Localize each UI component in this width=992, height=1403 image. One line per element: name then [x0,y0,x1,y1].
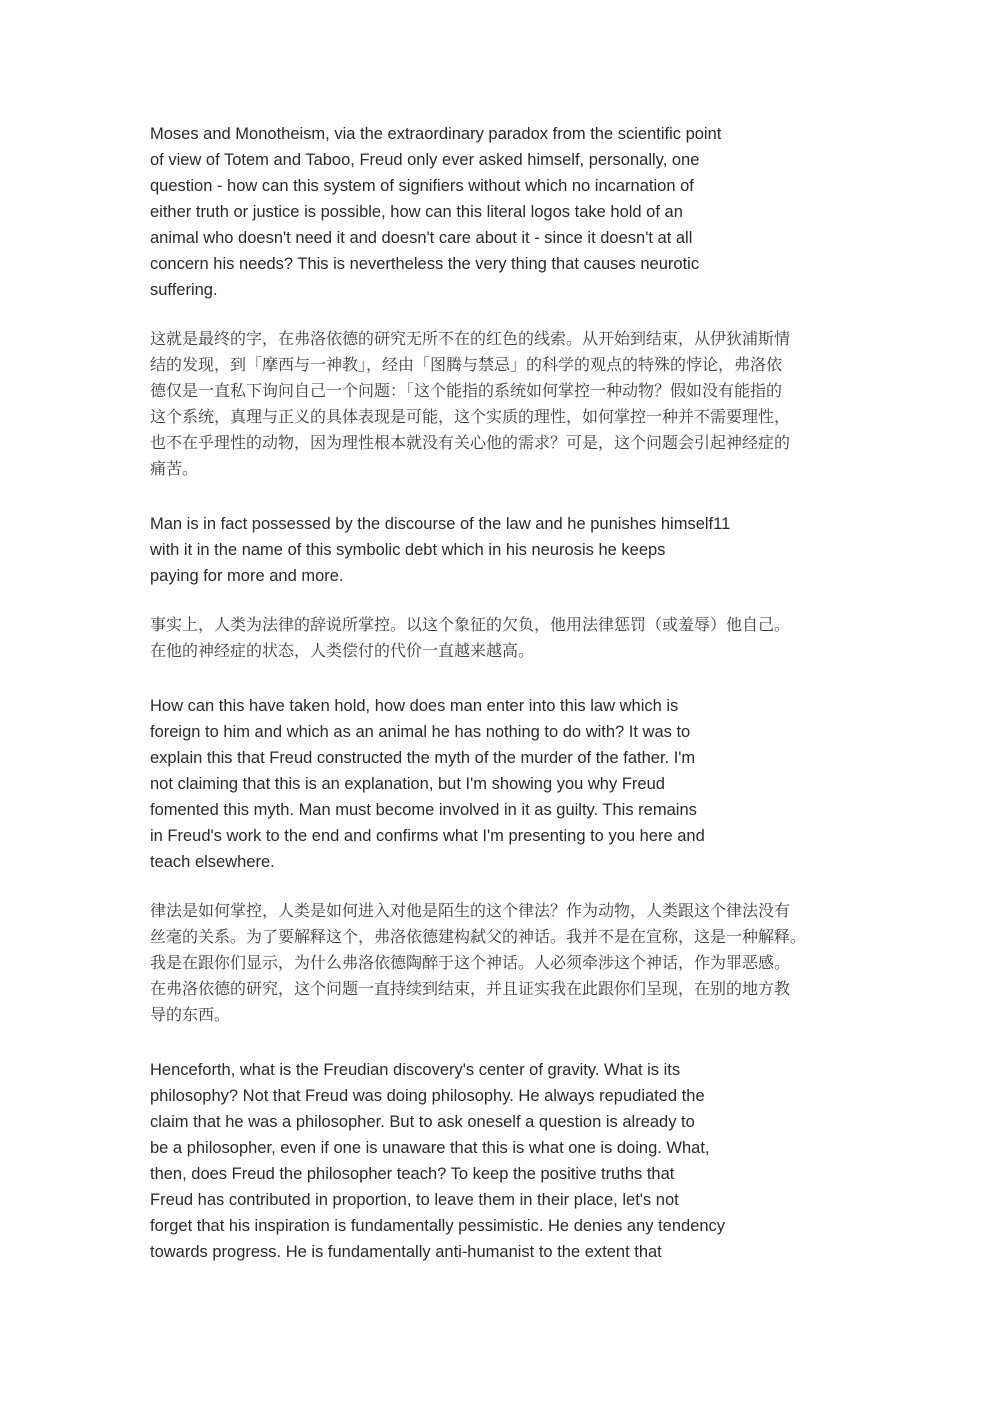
text-line: 丝毫的关系。为了要解释这个，弗洛依德建构弑父的神话。我并不是在宣称，这是一种解释。 [150,927,807,946]
paragraph-chinese [150,326,850,482]
text-line: 律法是如何掌控，人类是如何进入对他是陌生的这个律法？作为动物，人类跟这个律法没有 [150,901,791,920]
text-line: question - how can this system of signifiers without which no incarnation of [150,177,694,195]
text-line: with it in the name of this symbolic debt which in his neurosis he keeps [150,541,666,559]
text-line: 结的发现，到「摩西与一神教」，经由「图腾与禁忌」的科学的观点的特殊的悖论，弗洛依 [150,355,783,374]
text-line: Henceforth, what is the Freudian discovery's center of gravity. What is its [150,1061,681,1079]
text-line: Moses and Monotheism, via the extraordinary paradox from the scientific point [150,125,722,143]
text-line: of view of Totem and Taboo, Freud only ever asked himself, personally, one [150,151,700,169]
text-line: either truth or justice is possible, how can this literal logos take hold of an [150,203,683,221]
text-line: teach elsewhere. [150,853,275,871]
text-line: Freud has contributed in proportion, to leave them in their place, let's not [150,1191,679,1209]
text-line: paying for more and more. [150,567,344,585]
text-line: be a philosopher, even if one is unaware that this is what one is doing. What, [150,1139,710,1157]
text-line: forget that his inspiration is fundamentally pessimistic. He denies any tendency [150,1217,726,1235]
text-line: not claiming that this is an explanation, but I'm showing you why Freud [150,775,665,793]
text-line: 导的东西。 [150,1005,231,1024]
paragraph-chinese [150,898,850,1028]
text-line: 这就是最终的字，在弗洛依德的研究无所不在的红色的线索。从开始到结束，从伊狄浦斯情 [150,329,791,348]
paragraph-english [150,693,770,875]
text-line: 在他的神经症的状态，人类偿付的代价一直越来越高。 [150,641,535,660]
text-line: How can this have taken hold, how does man enter into this law which is [150,697,679,715]
text-line: foreign to him and which as an animal he has nothing to do with? It was to [150,723,691,741]
text-line: philosophy? Not that Freud was doing philosophy. He always repudiated the [150,1087,705,1105]
text-line: 德仅是一直私下询问自己一个问题：「这个能指的系统如何掌控一种动物？假如没有能指的 [150,381,783,400]
text-line: 痛苦。 [150,459,199,478]
paragraph-english [150,1057,770,1265]
text-line: 我是在跟你们显示，为什么弗洛依德陶醉于这个神话。人必须牵涉这个神话，作为罪恶感。 [150,953,791,972]
text-line: 这个系统，真理与正义的具体表现是可能，这个实质的理性，如何掌控一种并不需要理性， [150,407,791,426]
text-line: 在弗洛依德的研究，这个问题一直持续到结束，并且证实我在此跟你们呈现，在别的地方教 [150,979,791,998]
paragraph-chinese [150,612,850,664]
text-line: towards progress. He is fundamentally anti-humanist to the extent that [150,1243,662,1261]
text-line: Man is in fact possessed by the discourse of the law and he punishes himself11 [150,515,731,533]
text-line: 事实上，人类为法律的辞说所掌控。以这个象征的欠负，他用法律惩罚（或羞辱）他自己。 [150,615,791,634]
paragraph-english [150,511,770,589]
text-line: animal who doesn't need it and doesn't care about it - since it doesn't at all [150,229,693,247]
text-line: concern his needs? This is nevertheless the very thing that causes neurotic [150,255,700,273]
text-line: fomented this myth. Man must become involved in it as guilty. This remains [150,801,697,819]
text-line: suffering. [150,281,218,299]
text-line: then, does Freud the philosopher teach? To keep the positive truths that [150,1165,675,1183]
text-line: in Freud's work to the end and confirms what I'm presenting to you here and [150,827,705,845]
text-line: claim that he was a philosopher. But to ask oneself a question is already to [150,1113,695,1131]
text-line: explain this that Freud constructed the myth of the murder of the father. I'm [150,749,696,767]
text-line: 也不在乎理性的动物，因为理性根本就没有关心他的需求？可是，这个问题会引起神经症的 [150,433,791,452]
paragraph-english [150,121,770,303]
